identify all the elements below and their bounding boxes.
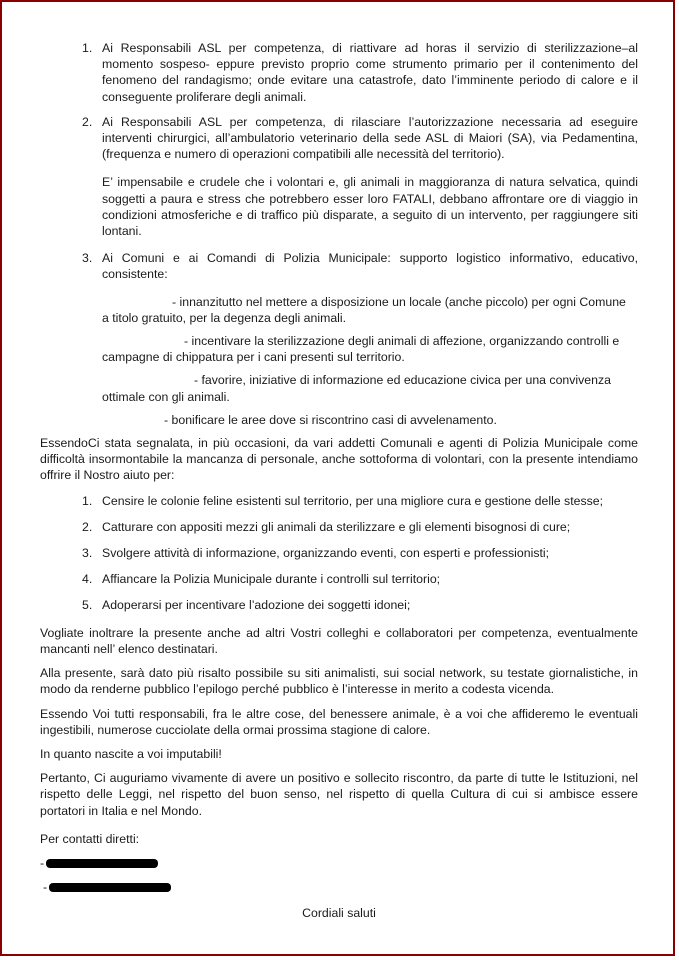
sub-item-sterilizzazione [40, 333, 638, 365]
list-text: Svolgere attività di informazione, organizzando eventi, con esperti e professionisti; [102, 546, 550, 561]
list1-item-1 [40, 40, 638, 105]
list-number: 1. [82, 41, 93, 55]
list2-item-3 [40, 545, 638, 561]
contacts-label: Per contatti diretti: [40, 831, 140, 846]
paragraph-in-quanto: In quanto nascite a voi imputabili! [40, 746, 222, 761]
sub-item-rest: a titolo gratuito, per la degenza degli animali. [102, 310, 347, 325]
list-text: Ai Responsabili ASL per competenza, di rilasciare l’autorizzazione necessaria ad eseguire interventi chirurgici, all’ambulatorio veterinario della sede ASL di Maiori (SA), via Pedamentina, (frequenza e numero di operazioni compatibili alle necessità del territorio). [102, 114, 638, 162]
contact-dash: - [40, 855, 45, 870]
list-text: Censire le colonie feline esistenti sul territorio, per una migliore cura e gestione delle stesse; [102, 493, 604, 508]
sub-item-rest: ottimale con gli animali. [102, 389, 230, 404]
paragraph-vogliate: Vogliate inoltrare la presente anche ad altri Vostri colleghi e collaboratori per competenza, eventualmente mancanti nell’ elenco destinatari. [40, 625, 638, 656]
closing-salutation: Cordiali saluti [302, 906, 376, 921]
list-number: 3. [82, 251, 93, 266]
contact-line-2 [40, 879, 638, 895]
list-text: Catturare con appositi mezzi gli animali da sterilizzare e gli elementi bisognosi di cure; [102, 519, 571, 534]
list-number: 4. [82, 572, 93, 587]
list2-item-2 [40, 519, 638, 535]
paragraph-essendo-voi: Essendo Voi tutti responsabili, fra le altre cose, del benessere animale, è a voi che affideremo le eventuali ingestibili, numerose cucciolate della ormai prossima stagione di calore. [40, 706, 638, 737]
sub-item-line: - bonificare le aree dove si riscontrino casi di avvelenamento. [164, 412, 497, 427]
list1-item-3 [40, 250, 638, 282]
paragraph-impensabile: E’ impensabile e crudele che i volontari e, gli animali in maggioranza di natura selvatica, quindi soggetti a paura e stress che potrebbero esser loro FATALI, debbano affrontare ore di viaggio in condizioni atmosferiche e di traffico più disparate, a seguito di un intervento, per raggiungere siti lontani. [102, 175, 638, 239]
list-text: Affiancare la Polizia Municipale durante i controlli sul territorio; [102, 572, 441, 587]
list2-item-1 [40, 493, 638, 509]
contact-line-1 [40, 855, 638, 871]
list-text: Adoperarsi per incentivare l’adozione dei soggetti idonei; [102, 598, 411, 613]
list-number: 2. [82, 114, 93, 129]
list2-item-4 [40, 571, 638, 587]
sub-item-rest: campagne di chippatura per i cani presenti sul territorio. [102, 350, 405, 365]
sub-item-first-line: - favorire, iniziative di informazione ed educazione civica per una convivenza [194, 373, 611, 388]
list-text: Ai Comuni e ai Comandi di Polizia Municipale: supporto logistico informativo, educativo, consistente: [102, 251, 638, 282]
letter-body [40, 40, 638, 922]
sub-item-first-line: - innanzitutto nel mettere a disposizione un locale (anche piccolo) per ogni Comune [172, 294, 626, 309]
sub-item-informazione [40, 372, 638, 404]
paragraph-pertanto: Pertanto, Ci auguriamo vivamente di avere un positivo e sollecito riscontro, da parte di tutte le Istituzioni, nel rispetto delle Leggi, nel rispetto del buon senso, nel rispetto di quella Cultura di cui si ambisce essere portatori in Italia e nel Mondo. [40, 771, 638, 818]
sub-item-bonificare [40, 412, 638, 428]
paragraph-essendoci: EssendoCi stata segnalata, in più occasioni, da vari addetti Comunali e agenti di Polizia Municipale come difficoltà insormontabile la mancanza di personale, anche sottoforma di volontari, con la presente intendiamo offrire il Nostro aiuto per: [40, 436, 638, 483]
list-number: 3. [82, 546, 93, 561]
sub-item-locale [40, 294, 638, 326]
list2-item-5 [40, 597, 638, 613]
redacted-name [46, 859, 158, 868]
sub-item-first-line: - incentivare la sterilizzazione degli animali di affezione, organizzando controlli e [184, 334, 620, 349]
paragraph-alla-presente: Alla presente, sarà dato più risalto possibile su siti animalisti, sui social network, su testate giornalistiche, in modo da renderne pubblico l’epilogo perché pubblico è l’interesse in merito a codesta vicenda. [40, 666, 638, 697]
list-text: Ai Responsabili ASL per competenza, di riattivare ad horas il servizio di sterilizzazione–al momento sospeso- eppure previsto proprio come strumento primario per il contenimento del fenomeno del randagismo; onde evitare una catastrofe, dato l’imminente periodo di calore e il conseguente proliferare degli animali. [102, 41, 638, 104]
list-number: 1. [82, 493, 93, 508]
list1-item-2 [40, 114, 638, 163]
list-number: 5. [82, 598, 93, 613]
contact-dash: - [43, 880, 48, 895]
redacted-name [49, 883, 171, 892]
list-number: 2. [82, 519, 93, 534]
